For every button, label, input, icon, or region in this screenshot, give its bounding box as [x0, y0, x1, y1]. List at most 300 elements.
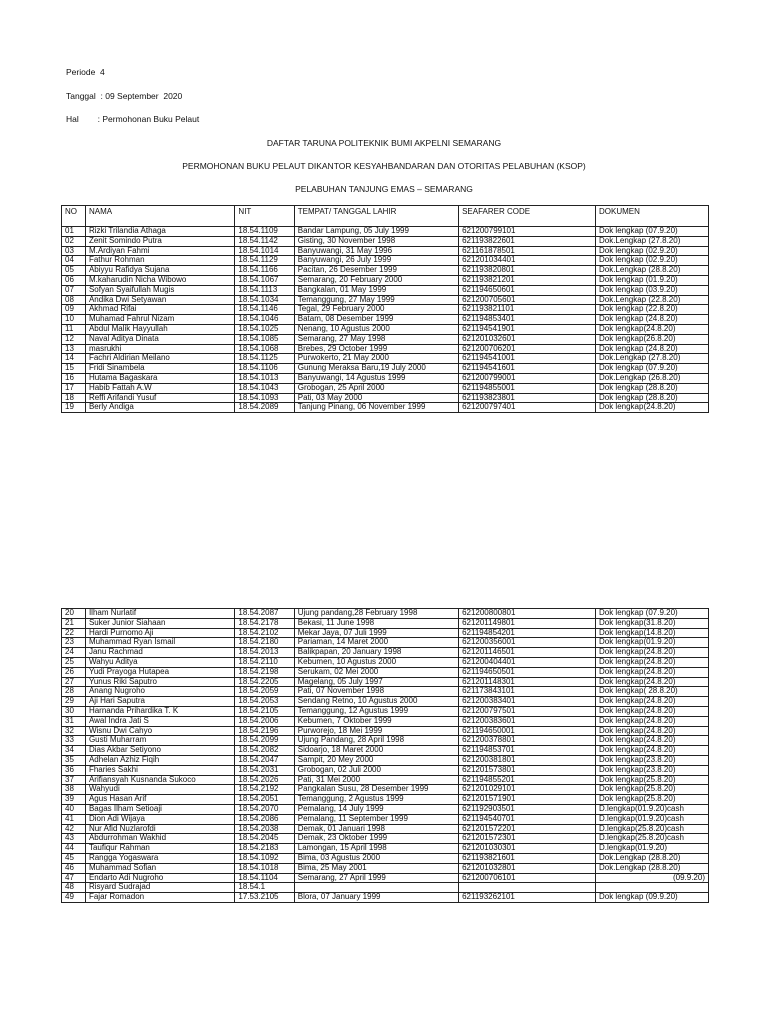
cell-seafarer-code: 621201572201 — [459, 824, 596, 834]
cell-seafarer-code: 621201029101 — [459, 785, 596, 795]
cell-nit: 18.54.1025 — [235, 324, 294, 334]
cell-no: 05 — [62, 266, 86, 276]
table-row — [62, 844, 709, 854]
cell-seafarer-code: 621193821101 — [459, 305, 596, 315]
cell-seafarer-code: 621200706101 — [459, 873, 596, 883]
table-row — [62, 883, 709, 893]
cell-tempat-tanggal-lahir: Sendang Retno, 10 Agustus 2000 — [294, 697, 458, 707]
cell-no: 42 — [62, 824, 86, 834]
table-row — [62, 256, 709, 266]
table-row — [62, 746, 709, 756]
cell-nit: 18.54.1068 — [235, 344, 294, 354]
cell-tempat-tanggal-lahir: Pati, 07 November 1998 — [294, 687, 458, 697]
tanggal-line: Tanggal : 09 September 2020 — [66, 91, 183, 101]
cell-nit: 18.54.2038 — [235, 824, 294, 834]
cell-tempat-tanggal-lahir: Brebes, 29 October 1999 — [294, 344, 458, 354]
cell-no: 07 — [62, 285, 86, 295]
cell-nama: Anang Nugroho — [85, 687, 234, 697]
cell-nama: Rangga Yogaswara — [85, 853, 234, 863]
cell-dokumen: D.lengkap(01.9.20)cash — [595, 814, 708, 824]
cell-seafarer-code: 621161878501 — [459, 246, 596, 256]
cell-nama: Muhamad Fahrul Nizam — [85, 315, 234, 325]
cell-no: 39 — [62, 795, 86, 805]
cell-no: 28 — [62, 687, 86, 697]
table-row — [62, 295, 709, 305]
cell-dokumen: Dok lengkap(23.8.20) — [595, 765, 708, 775]
cell-tempat-tanggal-lahir: Temanggung, 2 Agustus 1999 — [294, 795, 458, 805]
cell-seafarer-code: 621201573801 — [459, 765, 596, 775]
cell-seafarer-code: 621194541001 — [459, 354, 596, 364]
cell-dokumen: Dok.Lengkap (28.8.20) — [595, 853, 708, 863]
cell-seafarer-code: 621200706201 — [459, 344, 596, 354]
cell-nama: Zenit Somindo Putra — [85, 236, 234, 246]
cell-nit: 18.54.1085 — [235, 334, 294, 344]
cell-nit: 18.54.2183 — [235, 844, 294, 854]
cell-dokumen: Dok lengkap(24.8.20) — [595, 726, 708, 736]
cell-no: 37 — [62, 775, 86, 785]
hal-line: Hal : Permohonan Buku Pelaut — [66, 114, 200, 124]
table-row — [62, 324, 709, 334]
header-seafarer-code: SEAFARER CODE — [459, 206, 596, 227]
cell-nit: 18.54.1043 — [235, 383, 294, 393]
cell-nit: 18.54.2070 — [235, 804, 294, 814]
cell-tempat-tanggal-lahir: Semarang, 27 May 1998 — [294, 334, 458, 344]
cell-nama: Awal Indra Jati S — [85, 716, 234, 726]
cell-nama: M.Ardiyan Fahmi — [85, 246, 234, 256]
cell-nit: 18.54.1166 — [235, 266, 294, 276]
cell-nama: Endarto Adi Nugroho — [85, 873, 234, 883]
cell-no: 32 — [62, 726, 86, 736]
cell-nit: 18.54.1013 — [235, 373, 294, 383]
cell-dokumen: Dok lengkap( 28.8.20) — [595, 687, 708, 697]
cell-nama: M.kaharudin Nicha Wibowo — [85, 275, 234, 285]
table-row — [62, 403, 709, 413]
cell-seafarer-code: 621193822601 — [459, 236, 596, 246]
cell-no: 22 — [62, 628, 86, 638]
cell-seafarer-code: 621194855001 — [459, 383, 596, 393]
cell-tempat-tanggal-lahir: Sidoarjo, 18 Maret 2000 — [294, 746, 458, 756]
cell-no: 02 — [62, 236, 86, 246]
cell-dokumen: Dok.Lengkap (28.8.20) — [595, 863, 708, 873]
cell-nama: Fachri Aldirian Meilano — [85, 354, 234, 364]
cell-dokumen: Dok lengkap(24.8.20) — [595, 706, 708, 716]
cell-tempat-tanggal-lahir: Balikpapan, 20 January 1998 — [294, 648, 458, 658]
cell-dokumen: Dok lengkap(23.8.20) — [595, 755, 708, 765]
cell-dokumen: Dok lengkap(01.9.20) — [595, 638, 708, 648]
cell-nit: 18.54.2006 — [235, 716, 294, 726]
cell-tempat-tanggal-lahir: Batam, 08 Desember 1999 — [294, 315, 458, 325]
cell-nit: 18.54.1109 — [235, 227, 294, 237]
cell-no: 31 — [62, 716, 86, 726]
cell-nama: Taufiqur Rahman — [85, 844, 234, 854]
cell-tempat-tanggal-lahir: Pangkalan Susu, 28 Desember 1999 — [294, 785, 458, 795]
cell-tempat-tanggal-lahir: Semarang, 27 April 1999 — [294, 873, 458, 883]
cell-dokumen: Dok lengkap(24.8.20) — [595, 648, 708, 658]
cell-seafarer-code: 621193823801 — [459, 393, 596, 403]
cell-no: 16 — [62, 373, 86, 383]
table-row — [62, 834, 709, 844]
table-header-row — [62, 206, 709, 227]
cell-no: 40 — [62, 804, 86, 814]
cell-nama: Wahyu Aditya — [85, 657, 234, 667]
cell-seafarer-code — [459, 883, 596, 893]
cell-tempat-tanggal-lahir: Nenang, 10 Agustus 2000 — [294, 324, 458, 334]
cell-nama: Nur Afid Nuzlarofdi — [85, 824, 234, 834]
cell-nama: Dias Akbar Setiyono — [85, 746, 234, 756]
table-row — [62, 618, 709, 628]
cell-nit: 18.54.1129 — [235, 256, 294, 266]
cell-no: 27 — [62, 677, 86, 687]
table-row — [62, 726, 709, 736]
table-row — [62, 373, 709, 383]
cell-dokumen: (09.9.20) — [595, 873, 708, 883]
header-no: NO — [62, 206, 86, 227]
cell-tempat-tanggal-lahir: Gisting, 30 November 1998 — [294, 236, 458, 246]
cell-tempat-tanggal-lahir: Banyuwangi, 14 Agustus 1999 — [294, 373, 458, 383]
table-row — [62, 677, 709, 687]
table-row — [62, 648, 709, 658]
cell-nama: Fridi Sinambela — [85, 364, 234, 374]
cell-nit: 18.54.2180 — [235, 638, 294, 648]
cell-tempat-tanggal-lahir: Temanggung, 12 Agustus 1999 — [294, 706, 458, 716]
cadet-table-page-2 — [61, 608, 709, 903]
cell-no: 29 — [62, 697, 86, 707]
cell-nama: Yudi Prayoga Hutapea — [85, 667, 234, 677]
table-row — [62, 657, 709, 667]
cell-tempat-tanggal-lahir: Serukam, 02 Mei 2000 — [294, 667, 458, 677]
cell-no: 35 — [62, 755, 86, 765]
table-row — [62, 275, 709, 285]
cell-nama: Habib Fattah A.W — [85, 383, 234, 393]
cell-dokumen: Dok lengkap(14.8.20) — [595, 628, 708, 638]
cell-no: 03 — [62, 246, 86, 256]
table-row — [62, 266, 709, 276]
cell-seafarer-code: 621200383601 — [459, 716, 596, 726]
cell-seafarer-code: 621201032601 — [459, 334, 596, 344]
cell-dokumen: Dok lengkap (28.8.20) — [595, 383, 708, 393]
cell-dokumen: Dok lengkap(24.8.20) — [595, 746, 708, 756]
cell-no: 30 — [62, 706, 86, 716]
cell-seafarer-code: 621194650001 — [459, 726, 596, 736]
cell-dokumen: D.lengkap(25.8.20)cash — [595, 824, 708, 834]
cell-nit: 18.54.2086 — [235, 814, 294, 824]
cell-seafarer-code: 621194650601 — [459, 285, 596, 295]
cell-tempat-tanggal-lahir — [294, 883, 458, 893]
header-dokumen: DOKUMEN — [595, 206, 708, 227]
cell-nit: 18.54.1092 — [235, 853, 294, 863]
table-row — [62, 344, 709, 354]
cell-dokumen: Dok lengkap (28.8.20) — [595, 393, 708, 403]
cell-nit: 17.53.2105 — [235, 893, 294, 903]
cell-dokumen: Dok.Lengkap (27.8.20) — [595, 354, 708, 364]
cell-no: 34 — [62, 746, 86, 756]
document-location: PELABUHAN TANJUNG EMAS – SEMARANG — [295, 184, 473, 194]
cell-seafarer-code: 621194541601 — [459, 364, 596, 374]
cell-seafarer-code: 621192903501 — [459, 804, 596, 814]
table-row — [62, 364, 709, 374]
table-row — [62, 609, 709, 619]
cell-seafarer-code: 621200797401 — [459, 403, 596, 413]
table-row — [62, 716, 709, 726]
cell-seafarer-code: 621194854201 — [459, 628, 596, 638]
cell-no: 21 — [62, 618, 86, 628]
cell-seafarer-code: 621201032801 — [459, 863, 596, 873]
cell-seafarer-code: 621200356001 — [459, 638, 596, 648]
cell-dokumen: Dok lengkap(24.8.20) — [595, 736, 708, 746]
cell-nit: 18.54.1034 — [235, 295, 294, 305]
cell-tempat-tanggal-lahir: Pati, 03 May 2000 — [294, 393, 458, 403]
cell-no: 01 — [62, 227, 86, 237]
cell-nama: Rizki Trilandia Athaga — [85, 227, 234, 237]
cell-no: 20 — [62, 609, 86, 619]
cell-nama: Muhammad Sofian — [85, 863, 234, 873]
cell-nama: Hardi Purnomo Aji — [85, 628, 234, 638]
cell-dokumen: Dok lengkap (09.9.20) — [595, 893, 708, 903]
cell-nama: Andika Dwi Setyawan — [85, 295, 234, 305]
cell-tempat-tanggal-lahir: Blora, 07 January 1999 — [294, 893, 458, 903]
cell-tempat-tanggal-lahir: Bima, 03 Agustus 2000 — [294, 853, 458, 863]
cell-nama: Gusti Muharram — [85, 736, 234, 746]
cell-tempat-tanggal-lahir: Ujung Pandang, 28 April 1998 — [294, 736, 458, 746]
table-row — [62, 804, 709, 814]
cell-nit: 18.54.2110 — [235, 657, 294, 667]
header-nit: NIT — [235, 206, 294, 227]
table-row — [62, 755, 709, 765]
cell-nama: Fajar Romadon — [85, 893, 234, 903]
table-row — [62, 814, 709, 824]
cell-seafarer-code: 621193821201 — [459, 275, 596, 285]
cell-nama: Bagas Ilham Setioaji — [85, 804, 234, 814]
cell-no: 18 — [62, 393, 86, 403]
cell-nama: Naval Aditya Dinata — [85, 334, 234, 344]
cell-tempat-tanggal-lahir: Banyuwangi, 31 May 1996 — [294, 246, 458, 256]
header-nama: NAMA — [85, 206, 234, 227]
cell-no: 33 — [62, 736, 86, 746]
cell-nit: 18.54.2082 — [235, 746, 294, 756]
table-row — [62, 334, 709, 344]
cell-no: 04 — [62, 256, 86, 266]
cell-nit: 18.54.2026 — [235, 775, 294, 785]
cell-nit: 18.54.2198 — [235, 667, 294, 677]
cell-no: 44 — [62, 844, 86, 854]
cell-dokumen: Dok lengkap(24.8.20) — [595, 697, 708, 707]
cell-nama: Arifiansyah Kusnanda Sukoco — [85, 775, 234, 785]
cell-dokumen: Dok lengkap (01.9.20) — [595, 275, 708, 285]
cell-nit: 18.54.1104 — [235, 873, 294, 883]
cell-tempat-tanggal-lahir: Magelang, 05 July 1997 — [294, 677, 458, 687]
cell-dokumen: Dok lengkap (24.8.20) — [595, 315, 708, 325]
cell-nit: 18.54.2105 — [235, 706, 294, 716]
cell-tempat-tanggal-lahir: Tegal, 29 February 2000 — [294, 305, 458, 315]
cell-no: 25 — [62, 657, 86, 667]
cell-dokumen: D.lengkap(25.8.20)cash — [595, 834, 708, 844]
cell-nit: 18.54.2192 — [235, 785, 294, 795]
cell-nit: 18.54.1067 — [235, 275, 294, 285]
cell-nit: 18.54.1146 — [235, 305, 294, 315]
cell-nama: Dion Adi Wijaya — [85, 814, 234, 824]
cell-no: 08 — [62, 295, 86, 305]
cell-nit: 18.54.2089 — [235, 403, 294, 413]
cell-no: 13 — [62, 344, 86, 354]
cell-nama: Harnanda Prihardika T. K — [85, 706, 234, 716]
table-row — [62, 697, 709, 707]
cell-nama: Wahyudi — [85, 785, 234, 795]
cell-nama: Fathur Rohman — [85, 256, 234, 266]
cell-nit: 18.54.2047 — [235, 755, 294, 765]
table-row — [62, 687, 709, 697]
cell-dokumen: Dok lengkap(25.8.20) — [595, 795, 708, 805]
cell-nama: Yunus Riki Saputro — [85, 677, 234, 687]
cell-no: 11 — [62, 324, 86, 334]
cell-nit: 18.54.2099 — [235, 736, 294, 746]
cell-seafarer-code: 621200404401 — [459, 657, 596, 667]
table-row — [62, 863, 709, 873]
cell-seafarer-code: 621201030301 — [459, 844, 596, 854]
cell-nama: Sofyan Syaifullah Mugis — [85, 285, 234, 295]
cell-no: 26 — [62, 667, 86, 677]
cell-seafarer-code: 621201146501 — [459, 648, 596, 658]
cell-tempat-tanggal-lahir: Kebumen, 7 Oktober 1999 — [294, 716, 458, 726]
cell-nit: 18.54.1018 — [235, 863, 294, 873]
cell-seafarer-code: 621173843101 — [459, 687, 596, 697]
cell-dokumen: Dok lengkap(24.8.20) — [595, 403, 708, 413]
table-row — [62, 893, 709, 903]
cell-dokumen: Dok lengkap(24.8.20) — [595, 677, 708, 687]
cell-nit: 18.54.1093 — [235, 393, 294, 403]
table-row — [62, 285, 709, 295]
cell-dokumen: Dok lengkap (07.9.20) — [595, 609, 708, 619]
cell-tempat-tanggal-lahir: Bekasi, 11 June 1998 — [294, 618, 458, 628]
table-row — [62, 246, 709, 256]
table-row — [62, 736, 709, 746]
cell-nama: Aji Hari Saputra — [85, 697, 234, 707]
cell-dokumen: Dok lengkap(26.8.20) — [595, 334, 708, 344]
document-title: DAFTAR TARUNA POLITEKNIK BUMI AKPELNI SEMARANG — [266, 138, 502, 148]
cell-tempat-tanggal-lahir: Demak, 01 Januari 1998 — [294, 824, 458, 834]
cell-nit: 18.54.1125 — [235, 354, 294, 364]
cell-no: 48 — [62, 883, 86, 893]
cell-nama: Risyard Sudrajad — [85, 883, 234, 893]
cell-seafarer-code: 621201149801 — [459, 618, 596, 628]
cell-dokumen: D.lengkap(01.9.20)cash — [595, 804, 708, 814]
cell-nit: 18.54.1113 — [235, 285, 294, 295]
cell-nit: 18.54.2205 — [235, 677, 294, 687]
table-row — [62, 305, 709, 315]
table-body-page-1 — [62, 227, 709, 413]
cell-tempat-tanggal-lahir: Pemalang, 11 September 1999 — [294, 814, 458, 824]
table-row — [62, 383, 709, 393]
cell-dokumen: Dok lengkap(25.8.20) — [595, 785, 708, 795]
cell-seafarer-code: 621193262101 — [459, 893, 596, 903]
cell-no: 47 — [62, 873, 86, 883]
cell-seafarer-code: 621201034401 — [459, 256, 596, 266]
cell-nama: Janu Rachmad — [85, 648, 234, 658]
cell-dokumen: Dok.Lengkap (27.8.20) — [595, 236, 708, 246]
cell-nit: 18.54.1 — [235, 883, 294, 893]
cell-dokumen — [595, 883, 708, 893]
cell-nit: 18.54.2045 — [235, 834, 294, 844]
cell-nama: Akhmad Rifai — [85, 305, 234, 315]
cell-nama: Abdurrohman Wakhid — [85, 834, 234, 844]
table-row — [62, 853, 709, 863]
table-row — [62, 706, 709, 716]
cell-dokumen: Dok lengkap(24.8.20) — [595, 657, 708, 667]
cell-nama: Reffi Arifandi Yusuf — [85, 393, 234, 403]
table-row — [62, 393, 709, 403]
cell-seafarer-code: 621194540701 — [459, 814, 596, 824]
cell-nit: 18.54.2178 — [235, 618, 294, 628]
cell-no: 38 — [62, 785, 86, 795]
cell-tempat-tanggal-lahir: Tanjung Pinang, 06 November 1999 — [294, 403, 458, 413]
cell-no: 17 — [62, 383, 86, 393]
cell-nit: 18.54.1046 — [235, 315, 294, 325]
cadet-table-page-1 — [61, 205, 709, 413]
cell-seafarer-code: 621201571901 — [459, 795, 596, 805]
cell-seafarer-code: 621194855201 — [459, 775, 596, 785]
cell-tempat-tanggal-lahir: Demak, 23 Oktober 1999 — [294, 834, 458, 844]
cell-tempat-tanggal-lahir: Mekar Jaya, 07 Juli 1999 — [294, 628, 458, 638]
cell-seafarer-code: 621194541901 — [459, 324, 596, 334]
cell-nit: 18.54.2102 — [235, 628, 294, 638]
cell-nama: Adhelan Azhiz Fiqih — [85, 755, 234, 765]
cell-no: 36 — [62, 765, 86, 775]
cell-seafarer-code: 621200381801 — [459, 755, 596, 765]
cell-nit: 18.54.2059 — [235, 687, 294, 697]
table-row — [62, 775, 709, 785]
cell-dokumen: Dok.Lengkap (28.8.20) — [595, 266, 708, 276]
cell-no: 14 — [62, 354, 86, 364]
cell-tempat-tanggal-lahir: Ujung pandang,28 February 1998 — [294, 609, 458, 619]
cell-nit: 18.54.2087 — [235, 609, 294, 619]
cell-no: 15 — [62, 364, 86, 374]
cell-nit: 18.54.2051 — [235, 795, 294, 805]
cell-tempat-tanggal-lahir: Sampit, 20 Mey 2000 — [294, 755, 458, 765]
cell-nit: 18.54.2031 — [235, 765, 294, 775]
cell-no: 10 — [62, 315, 86, 325]
cell-nama: Abiyyu Rafidya Sujana — [85, 266, 234, 276]
cell-nit: 18.54.1142 — [235, 236, 294, 246]
cell-nit: 18.54.1014 — [235, 246, 294, 256]
table-row — [62, 765, 709, 775]
table-row — [62, 795, 709, 805]
cell-nit: 18.54.2053 — [235, 697, 294, 707]
cell-tempat-tanggal-lahir: Lamongan, 15 April 1998 — [294, 844, 458, 854]
cell-dokumen: Dok lengkap (02.9.20) — [595, 256, 708, 266]
cell-nit: 18.54.2013 — [235, 648, 294, 658]
cell-tempat-tanggal-lahir: Grobogan, 25 April 2000 — [294, 383, 458, 393]
cell-nama: masrukhi — [85, 344, 234, 354]
cell-nama: Fharies Sakhi — [85, 765, 234, 775]
cell-nama: Ilham Nurlatif — [85, 609, 234, 619]
cell-tempat-tanggal-lahir: Purworejo, 18 Mei 1999 — [294, 726, 458, 736]
cell-dokumen: Dok.Lengkap (22.8.20) — [595, 295, 708, 305]
cell-tempat-tanggal-lahir: Bangkalan, 01 May 1999 — [294, 285, 458, 295]
table-row — [62, 315, 709, 325]
header-tempat-tanggal-lahir: TEMPAT/ TANGGAL LAHIR — [294, 206, 458, 227]
cell-seafarer-code: 621201572301 — [459, 834, 596, 844]
cell-seafarer-code: 621194650501 — [459, 667, 596, 677]
cell-dokumen: Dok lengkap (24.8.20) — [595, 344, 708, 354]
cell-tempat-tanggal-lahir: Kebumen, 10 Agustus 2000 — [294, 657, 458, 667]
cell-tempat-tanggal-lahir: Banyuwangi, 26 July 1999 — [294, 256, 458, 266]
cell-nama: Muhammad Ryan Ismail — [85, 638, 234, 648]
table-row — [62, 638, 709, 648]
cell-tempat-tanggal-lahir: Bandar Lampung, 05 July 1999 — [294, 227, 458, 237]
cell-no: 41 — [62, 814, 86, 824]
cell-tempat-tanggal-lahir: Pacitan, 26 Desember 1999 — [294, 266, 458, 276]
document-subtitle: PERMOHONAN BUKU PELAUT DIKANTOR KESYAHBANDARAN DAN OTORITAS PELABUHAN (KSOP) — [182, 161, 586, 171]
cell-seafarer-code: 621200797501 — [459, 706, 596, 716]
